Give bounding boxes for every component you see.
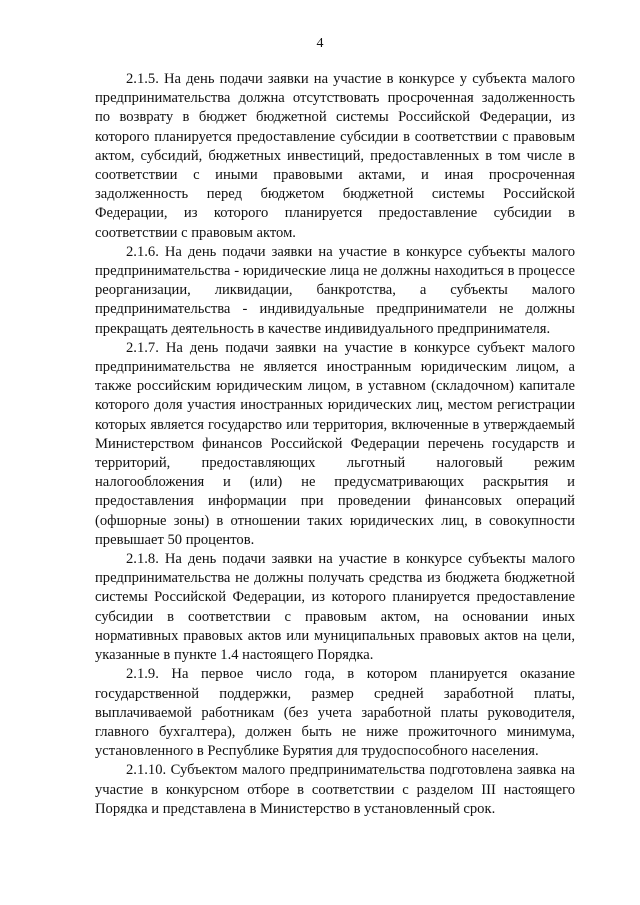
body-text [95,70,575,819]
paragraph-2-1-6: 2.1.6. На день подачи заявки на участие в конкурсе субъекты малого предпринимательства - юридические лица не должны находиться в процессе реорганизации, ликвидации, банкротства, а субъекты малого предпринимательства - индивидуальные предприниматели не должны прекращать деятельность в качестве индивидуального предпринимателя. [95,243,575,337]
paragraph-2-1-8: 2.1.8. На день подачи заявки на участие в конкурсе субъекты малого предпринимательства не должны получать средства из бюджета бюджетной системы Российской Федерации, из которого планируется предоставление субсидии в соответствии с правовым актом, на основании иных нормативных правовых актов или муниципальных правовых актов на цели, указанные в пункте 1.4 настоящего Порядка. [95,551,575,664]
paragraph-2-1-9: 2.1.9. На первое число года, в котором планируется оказание государственной поддержки, размер средней заработной платы, выплачиваемой работникам (без учета заработной платы руководителя, главного бухгалтера), должен быть не ниже прожиточного минимума, установленного в Республике Бурятия для трудоспособного населения. [95,666,575,760]
paragraph-2-1-5: 2.1.5. На день подачи заявки на участие в конкурсе у субъекта малого предпринимательства должна отсутствовать просроченная задолженность по возврату в бюджет бюджетной системы Российской Федерации, из которого планируется предоставление субсидии в соответствии с правовым актом, субсидий, бюджетных инвестиций, предоставленных в том числе в соответствии с иными правовыми актами, и иная просроченная задолженность перед бюджетом бюджетной системы Российской Федерации, из которого планируется предоставление субсидии в соответствии с правовым актом. [95,71,575,241]
paragraph-2-1-10: 2.1.10. Субъектом малого предпринимательства подготовлена заявка на участие в конкурсном отборе в соответствии с разделом III настоящего Порядка и представлена в Министерство в установленный срок. [95,762,575,817]
page-number: 4 [316,36,324,51]
paragraph-2-1-7: 2.1.7. На день подачи заявки на участие в конкурсе субъект малого предпринимательства не является иностранным юридическим лицом, а также российским юридическим лицом, в уставном (складочном) капитале которого доля участия иностранных юридических лиц, местом регистрации которых является государство или территория, включенные в утверждаемый Министерством финансов Российской Федерации перечень государств и территорий, предоставляющих льготный налоговый режим налогообложения и (или) не предусматривающих раскрытия и предоставления информации при проведении финансовых операций (офшорные зоны) в отношении таких юридических лиц, в совокупности превышает 50 процентов. [95,339,575,548]
